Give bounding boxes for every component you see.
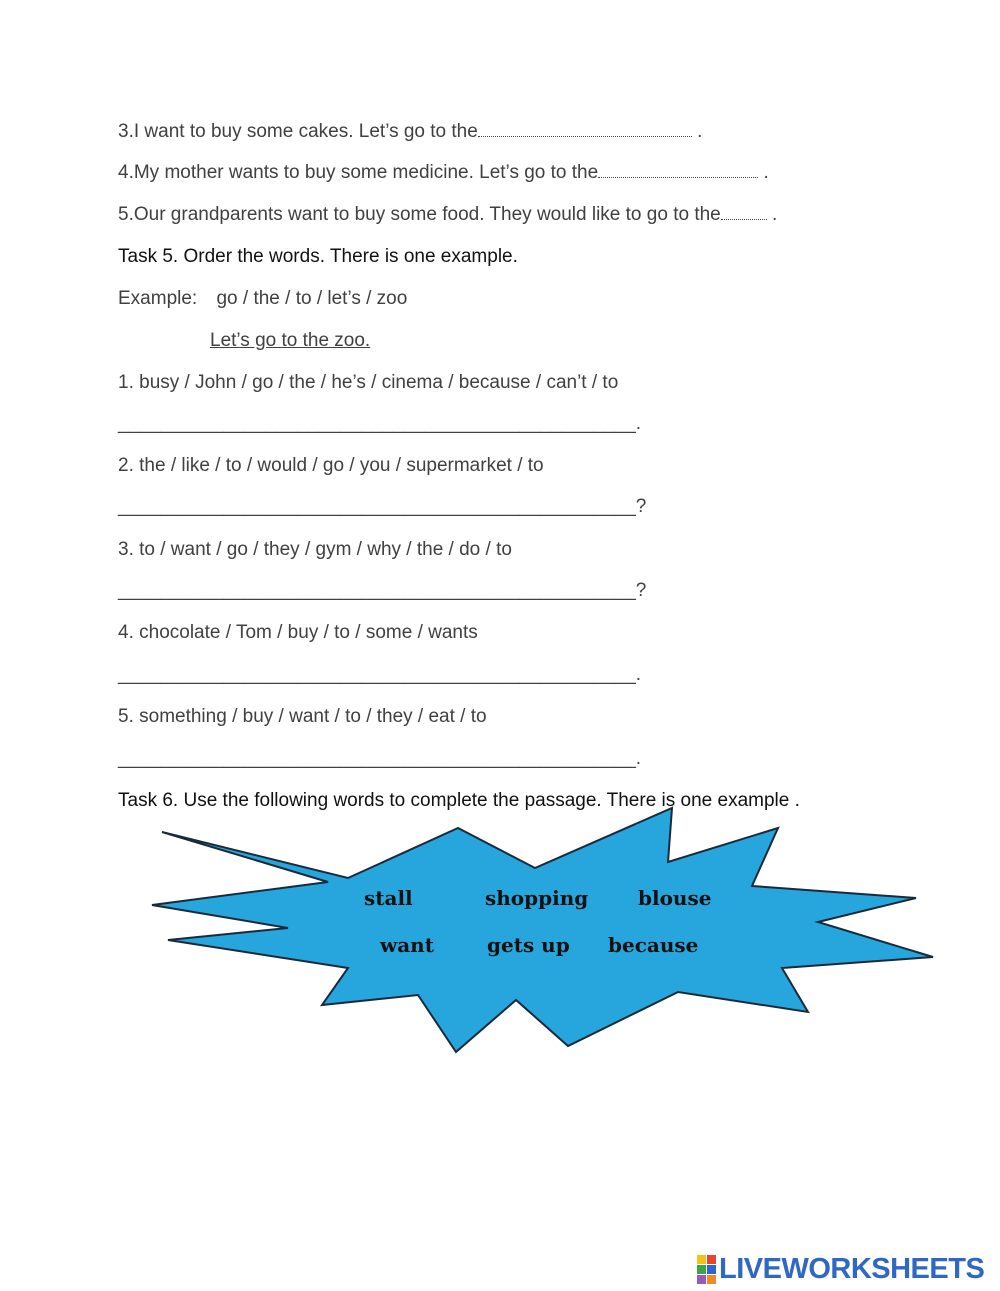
task5-item-3-prompt: 3. to / want / go / they / gym / why / the / do / to (118, 539, 512, 560)
sentence-4-text: 4.My mother wants to buy some medicine. Let’s go to the (118, 162, 599, 183)
logo-mark-icon (697, 1255, 716, 1284)
example-words: go / the / to / let’s / zoo (216, 288, 408, 309)
logo-mark-cell (707, 1255, 716, 1264)
logo-mark-cell (697, 1255, 706, 1264)
sentence-4: 4.My mother wants to buy some medicine. Let’s go to the . (118, 162, 769, 183)
word-bank-stall: stall (364, 886, 413, 910)
task5-item-5-prompt: 5. something / buy / want / to / they / eat / to (118, 706, 487, 727)
task5-item-4-prompt: 4. chocolate / Tom / buy / to / some / wants (118, 622, 478, 643)
task5-heading: Task 5. Order the words. There is one example. (118, 246, 518, 267)
word-bank-because: because (608, 933, 699, 957)
logo-text: LIVEWORKSHEETS (719, 1253, 985, 1285)
example-label: Example: (118, 288, 198, 309)
sentence-5-text: 5.Our grandparents want to buy some food. They would like to go to the (118, 204, 721, 225)
example-answer: Let’s go to the zoo. (210, 330, 371, 351)
task5-item-5-answer[interactable]: _________________________________________________. (118, 748, 642, 769)
logo-mark-cell (707, 1265, 716, 1274)
task5-item-2-prompt: 2. the / like / to / would / go / you / supermarket / to (118, 455, 544, 476)
logo-mark-cell (697, 1275, 706, 1284)
task5-item-1-prompt: 1. busy / John / go / the / he’s / cinema / because / can’t / to (118, 372, 619, 393)
word-bank-want: want (380, 933, 434, 957)
task5-item-3-answer[interactable]: _________________________________________________? (118, 580, 647, 601)
sentence-3: 3.I want to buy some cakes. Let’s go to the . (118, 121, 703, 142)
word-bank-shopping: shopping (485, 886, 589, 910)
task6-heading: Task 6. Use the following words to complete the passage. There is one example . (118, 790, 800, 811)
sentence-5: 5.Our grandparents want to buy some food. They would like to go to the . (118, 204, 778, 225)
word-bank-gets-up: gets up (487, 933, 570, 957)
task5-item-2-answer[interactable]: _________________________________________________? (118, 496, 647, 517)
logo-mark-cell (697, 1265, 706, 1274)
task5-item-4-answer[interactable]: _________________________________________________. (118, 664, 642, 685)
word-bank-blouse: blouse (638, 886, 712, 910)
sentence-3-text: 3.I want to buy some cakes. Let’s go to the (118, 121, 478, 142)
task5-item-1-answer[interactable]: _________________________________________________. (118, 413, 642, 434)
logo-mark-cell (707, 1275, 716, 1284)
liveworksheets-logo (697, 1253, 984, 1286)
starburst-shape (152, 808, 933, 1052)
